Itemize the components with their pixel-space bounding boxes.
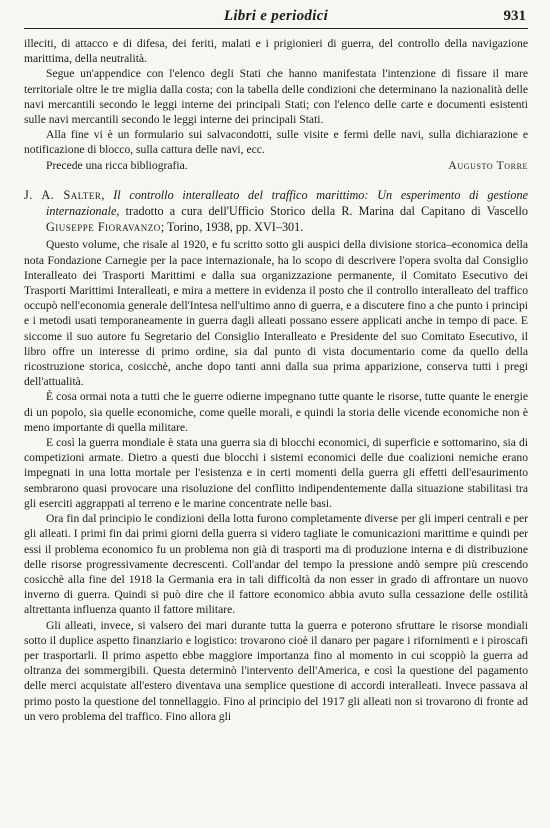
book-title: Il controllo interalleato del traffico marittimo: Un esperimento di gestione internazionale xyxy=(46,187,529,219)
closing-sentence: Precede una ricca bibliografia. xyxy=(46,158,188,172)
review-paragraph: E così la guerra mondiale è stata una guerra sia di blocchi economici, di superficie e sottomarino, sia di competizioni armate. Dietro a questi due blocchi i sistemi economici delle due coalizioni nemiche erano impegnati in una lotta mortale per l'esistenza e in certi momenti della guerra gli effetti dell'esaurimento sembrarono quasi provocare una risoluzione del conflitto indipendentemente dalla situazione stabilitasi tra gli eserciti aggrappati al terreno e le marine concentrate nelle basi. xyxy=(24,436,528,510)
translator-name: Giuseppe Fioravanzo xyxy=(46,220,161,235)
prev-review-continuation: illeciti, di attacco e di difesa, dei feriti, malati e i prigionieri di guerra, del controllo della navigazione marittima, della neutralità. xyxy=(24,37,528,66)
page-number: 931 xyxy=(503,8,526,24)
review-paragraph: È cosa ormai nota a tutti che le guerre odierne impegnano tutte quante le risorse, tutte quante le energie di un popolo, sia quelle economiche, come quelle morali, e quindi la storia delle vicende economiche non è meno importante di quella militare. xyxy=(24,390,528,434)
prev-review-paragraph: Segue un'appendice con l'elenco degli Stati che hanno manifestata l'intenzione di fissare il mare territoriale oltre le tre miglia dalla costa; con la tabella delle condizioni che determinano la nazionalità delle navi mercantili secondo le leggi interne dei principali Stati; con l'elenco delle carte e documenti esistenti sulle navi mercantili secondo le leggi interne dei principali Stati. xyxy=(24,67,528,127)
review-paragraph: Questo volume, che risale al 1920, e fu scritto sotto gli auspici della divisione storica–economica della nota Fondazione Carnegie per la pace internazionale, ha lo scopo di descrivere l'opera svolta dal Consiglio Interalleato dei Trasporti Marittimi e dalla sua organizzazione permanente, il Comitato Esecutivo dei Trasporti Marittimi Interalleati, e mira a mettere in evidenza il posto che il controllo interalleato del traffico occupò nell'economia generale dell'Intesa nell'ultimo anno di guerra, e a discutere fino a che punto i principi e i metodi usati temporaneamente in guerra dagli alleati possano essere applicati anche in tempo di pace. E siccome il suo autore fu Segretario del Consiglio Interalleato e Presidente del suo Comitato Esecutivo, il libro offre un interesse di primo ordine, sia dal punto di vista documentario come da quello della ricostruzione storica, cosicchè, anche dopo tanti anni dalla sua prima apparizione, conserva tutti i pregi dell'attualità. xyxy=(24,238,528,389)
publication-details: ; Torino, 1938, pp. XVI–301. xyxy=(160,220,304,235)
prev-review-paragraph: Alla fine vi è un formulario sui salvacondotti, sulle visite e fermi delle navi, sulla dichiarazione e notificazione di blocco, sulla cattura delle navi, ecc. xyxy=(24,128,528,157)
review-heading: J. A. Salter, Il controllo interalleato del traffico marittimo: Un esperimento di gestione internazionale, tradotto a cura dell'Ufficio Storico della R. Marina dal Capitano di Vascello Giuseppe Fioravanzo; Torino, 1938, pp. XVI–301. xyxy=(24,187,529,235)
reviewer-signature: Augusto Torre xyxy=(448,158,528,172)
prev-review-signature-line xyxy=(24,158,528,173)
review-paragraph: Gli alleati, invece, si valsero dei mari durante tutta la guerra e poterono sfruttare le risorse mondiali sotto il duplice aspetto finanziario e logistico: trovarono cioè il danaro per pagare i rifornimenti e i piroscafi per trasportarli. Il primo aspetto ebbe maggiore importanza fino al momento in cui scoppiò la guerra ad oltranza dei sommergibili. Questa determinò l'intervento dell'America, e così la questione del pagamento delle merci acquistate all'estero diventava una semplice questione di accordi interalleati. Invece passava al primo posto la questione del tonnellaggio. Fino al principio del 1917 gli alleati non si trovarono di fronte ad un vero problema del traffico. Fino allora gli xyxy=(24,618,528,723)
section-title: Libri e periodici xyxy=(223,8,329,24)
page-body xyxy=(24,36,528,724)
running-header xyxy=(24,6,528,29)
book-author: J. A. Salter xyxy=(24,187,102,202)
publication-details: , tradotto a cura dell'Ufficio Storico della R. Marina dal Capitano di Vascello xyxy=(116,204,528,219)
review-paragraph: Ora fin dal principio le condizioni della lotta furono completamente diverse per gli imperi centrali e per gli alleati. I primi fin dai primi giorni della guerra si videro tagliate le comunicazioni marittime e quindi per essi il problema economico fu un problema non già di trasporti ma di produzione interna e di distribuzione delle risorse progressivamente decrescenti. Coll'andar del tempo la pressione andò sempre più crescendo cosicchè alla fine del 1918 la Germania era in tali difficoltà da non esser in grado di affrontare un nuovo inverno di guerra. Quindi si può dire che il fattore economico abbia avuto sulla cessazione delle ostilità altrettanta influenza quanto il fattore militare. xyxy=(24,512,528,617)
